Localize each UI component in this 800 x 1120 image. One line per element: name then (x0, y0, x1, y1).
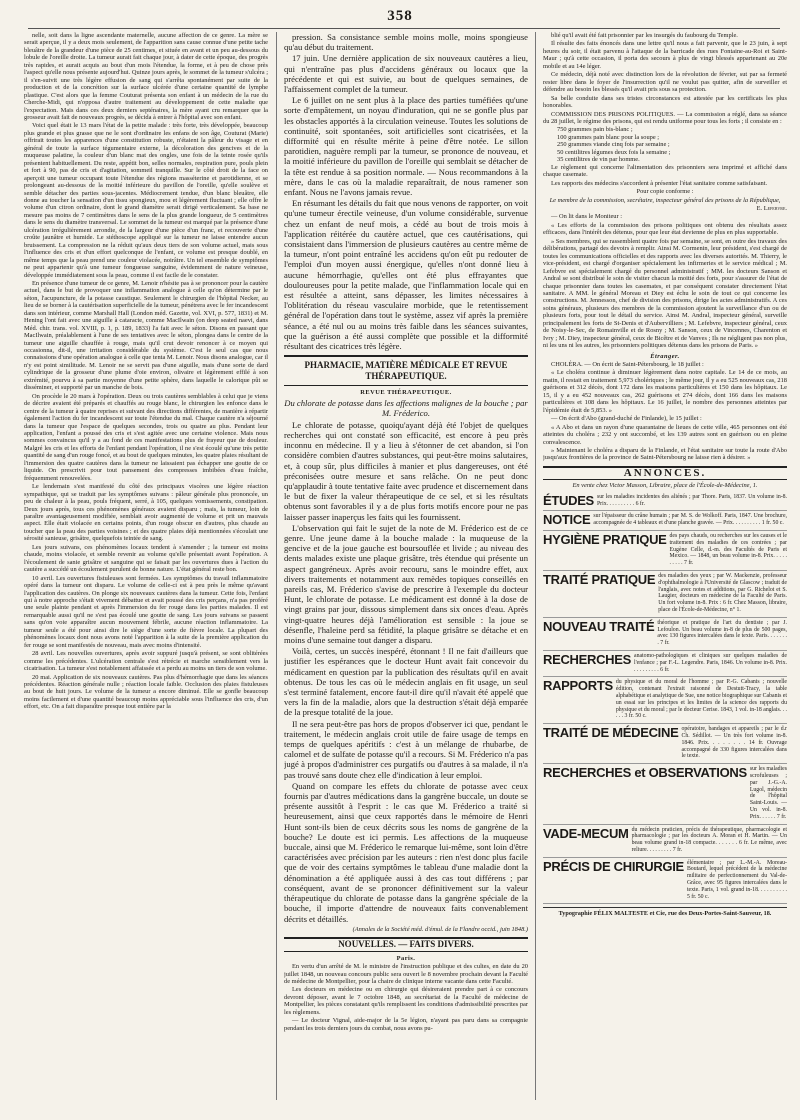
ad-headword: ÉTUDES (543, 492, 594, 508)
ad-headword: TRAITÉ PRATIQUE (543, 572, 656, 587)
ad-headword: RAPPORTS (543, 678, 613, 694)
ad-headword: TRAITÉ DE MÉDECINE (543, 725, 679, 741)
paragraph: Le lendemain s'est manifesté du côté des principaux viscères une légère réaction sympathique, qui se traduit par les symptômes suivans : pâleur générale plus prononcée, un peu de chaleur à la peau, pouls fréquent, serré, à 105, quelques vomissements, constipation. Deux jours après, tous ces phénomènes généraux avaient disparu ; mais, la tumeur, loin de paraître avantageusement modifiée, semblait avoir augmenté de volume et prit un mauvais aspect. Elle était violacée en certains points, d'un rouge obscur en d'autres, plus chaude au toucher que la peau des parties voisines ; et des quatre plaies déjà mentionnées s'écoulait une sérosité sanieuse, grisâtre, quelquefois teintée de sang. (24, 483, 268, 543)
paragraph: Voilà, certes, un succès inespéré, étonnant ! Il ne fait d'ailleurs que justifier les espérances que le docteur Hunt avait fait concevoir du médicament en question par la publication des résultats qu'il en avait obtenus. De tous les cas où le médecin anglais en fit usage, un seul s'est terminé fatalement, encore faut-il dire qu'il n'avait été appelé que vers la fin de la maladie, alors que la destruction s'était déjà emparée de la presque totalité de la joue. (284, 646, 528, 718)
paragraph: Voici quel était le 13 mars l'état de la petite malade : très forte, très développée, beaucoup plus grande et plus grasse que ne le sont d'ordinaire les enfans de son âge, Couturat (Marie) offrirait toutes les apparences d'une constitution robuste, n'étaient la pâleur du visage et en général de toute la surface tégumentaire externe, la décoloration des gencives et de la muqueuse palatine, la couleur d'un blanc mat des ongles, une fois de la teinte rosée qu'ils présentent habituellement. Du reste, appétit bon, selles normales, respiration pure, pouls plein et fort à 90, pas de cris et d'agitation, sommeil tranquille. Sur le côté droit de la face on aperçoit une tumeur occupant toute l'étendue des régions masséterine et parotidienne, et se prolongeant au-dessous de la moitié inférieure du pavillon de l'oreille, qu'elle soulève et semble détacher des parties sous-jacentes. Médiocrement tendue, d'un blanc bleuâtre, elle donne au toucher la sensation d'un tissu spongieux, mou et légèrement fluctuant ; elle offre le volume d'un citron ordinaire, dont le grand diamètre serait dirigé verticalement. Sa base ne mesure pas moins de 7 centimètres dans le sens de la plus grande longueur, de 5 centimètres dans le sens du diamètre transversal. Le sommet de la tumeur est marqué par la présence d'une ulcération irrégulièrement arrondie, de la largeur d'une pièce d'un franc, et recouverte d'une croûte jaunâtre et humide. Le stéthoscope appliqué sur la tumeur ne laisse entendre aucun bruissement. La compression ne la réduit qu'aux deux tiers de son volume actuel, mais sous l'influence des cris et d'un effort quelconque de l'enfant, ce volume est presque doublé, en même temps que la peau prend une couleur violacée, noirâtre. Un tel ensemble de symptômes ne peut appartenir qu'à une tumeur fongueuse sanguine, évidemment de nature veineuse, développée immédiatement sous la peau, comme il est facile de le constater. (24, 122, 268, 279)
paragraph: nelle, soit dans la ligne ascendante maternelle, aucune affection de ce genre. La mère se serait aperçue, il y a deux mois seulement, de l'apparition sans cause connue d'une petite tache bleuâtre de la grandeur d'une pièce de 25 centimes, et située en avant et un peu au-dessous du lobule de l'oreille droite. La tumeur aurait fait chaque jour, à dater de cette époque, des progrès très rapides, et aurait acquis au bout d'un mois l'étendue, la forme, et à peu de chose près l'aspect qu'elle nous présente aujourd'hui. Quinze jours après, le sommet de la tumeur s'ulcéra ; il s'en-suivit une très légère effusion de sang qui s'arrêta spontanément par suite de la production et de la concrétion sur la surface ulcérée d'une certaine quantité de lymphe plastique. C'est alors que la femme Couturat présenta son enfant à un médecin de la rue du Cherche-Midi, qui n'opposa d'autre traitement au développement de cette maladie que l'expectation. Mais dans ces deux derniers septénaires, la mère ayant cru remarquer que la grosseur avait fait de nouveaux progrès, se décida à entrer à l'hôpital avec son enfant. (24, 32, 268, 121)
paragraph: « A Abo et dans un rayon d'une quarantaine de lieues de cette ville, 465 personnes ont été atteintes du choléra ; 232 y ont succombé, et les 139 autres sont en guérison ou en pleine convalescence. (543, 423, 787, 446)
paragraph: On procède le 20 mars à l'opération. Deux ou trois cautères semblables à celui que je viens de décrire avaient été préparés et chauffés au rouge blanc, le chirurgien les enfonce dans le centre de la tumeur à quatre reprises et suivant des directions différentes, de manière à répartir également l'action du fer incandescent sur toute l'étendue du mal. Chaque cautère n'a séjourné dans la tumeur que l'espace de quelques secondes, trois ou quatre au plus. Pendant leur application, l'enfant a poussé des cris et s'est agitée avec une certaine violence. Mais nous sommes convaincus qu'il y a au fond de ces manifestations plus de frayeur que de douleur. Malgré les cris et les efforts de l'enfant pendant l'opération, il ne s'est écoulé qu'une très petite quantité de sang d'un rouge foncé, et au bout de quelques minutes, les quatre plaies résultant de l'immersion des quatre cautères dans la tumeur ne laissaient pas échapper une goutte de ce liquide. On prescrivit pour tout pansement des compresses imbibées d'eau fraîche, fréquemment renouvelées. (24, 392, 268, 482)
moniteur-label: — On lit dans le Moniteur : (551, 213, 622, 221)
cholera-first: — On écrit de Saint-Pétersbourg, le 18 juillet : (584, 361, 704, 369)
regime-item: 750 grammes pain bis-blanc ; (557, 126, 633, 134)
ad-description: sur les maladies scrofuleuses ; par J.-G.-A. Lugol, médecin de l'hôpital Saint-Louis. — Un vol. in-8. Prix. . . . . . 7 fr. (749, 766, 787, 820)
ad-headword: NOTICE (543, 512, 591, 528)
ad-headword: RECHERCHES et OBSERVATIONS (543, 765, 747, 781)
ad-item (543, 531, 787, 571)
subsection-title: REVUE THÉRAPEUTIQUE. (360, 389, 452, 397)
ad-description: sur les maladies incidentes des aliénés ; par Thore. Paris, 1837. Un volume in-8. Prix. . . . . . . . . . 6 fr. (596, 493, 787, 507)
news-place: Paris. (396, 954, 416, 962)
page-number: 358 (387, 8, 413, 24)
ad-description: des maladies des yeux ; par W. Mackenzie, professeur d'ophthalmologie à l'Université de Glascow ; traduit de l'anglais, avec notes et additions, par G. Richelot et S. Laugier, docteurs en médecine de la Faculté de Paris. Un fort volume in-8. Prix : 6 fr. Chez Masson, libraire, place de l'École-de-Médecine, n° 1. (658, 573, 787, 613)
commission-lead: COMMISSION DES PRISONS POLITIQUES. (551, 110, 675, 118)
paragraph: Les docteurs en médecine ou en chirurgie qui désireraient prendre part à ce concours devront déposer, avant le 7 octobre 1848, au secrétariat de la Faculté de médecine de Montpellier, les pièces constatant qu'ils remplissent les conditions d'admissibilité prescrites par les règlemens. (284, 986, 528, 1016)
cholera-paragraph (543, 361, 787, 368)
annonces-subtitle: En vente chez Victor Masson, Libraire, place de l'École-de-Médecine, 1. (572, 482, 758, 490)
section-title: PHARMACIE, MATIÈRE MÉDICALE ET REVUE THÉRAPEUTIQUE. (284, 355, 528, 386)
column-3 (543, 32, 787, 1100)
copy-signature: Le membre de la commission, secrétaire, inspecteur général des prisons de la République, (549, 196, 781, 204)
paragraph: — On écrit d'Abo (grand-duché de Finlande), le 15 juillet : (551, 415, 702, 423)
ad-headword: PRÉCIS DE CHIRURGIE (543, 858, 684, 874)
ad-item (543, 858, 787, 905)
paragraph: Ce médecin, déjà noté avec distinction lors de la révolution de février, sut par sa fermeté rester libre dans le foyer de l'insurrection qu'il ne voulut pas quitter, afin de surveiller et défendre au besoin les blessés qu'il avait pris sous sa protection. (543, 71, 787, 94)
paragraph: 10 avril. Les ouvertures fistuleuses sont fermées. Les symptômes du travail inflammatoire opéré dans la tumeur ont disparu. Le volume de celle-ci est à peu près le même qu'avant l'application des cautères. On plonge six nouveaux cautères dans la tumeur. Cette fois, l'enfant qui à notre approche s'était vivement débattue et avait poussé des cris perçans, n'a pas proféré une seule plainte pendant et après l'immersion du fer rouge dans les parties malades. Il est remarquable aussi qu'il ne s'est pas écoulé une goutte de sang. Les jours suivans se passent sans qu'on voie apparaître aucun mouvement fébrile, aucune réaction inflammatoire. La tumeur seule a été pour ainsi dire le siège d'une sorte de fièvre locale. La plupart des phénomènes locaux dont nous avons noté l'apparition à la suite de la première application du fer rouge se sont manifestés de nouveau, mais avec moins d'intensité. (24, 574, 268, 649)
ad-description: des pays chauds, ou recherches sur les causes et le traitement des maladies de ces contrées ; par Eugène Celle, d.-m. des Facultés de Paris et Mexico. — 1848, un beau volume in-8. Prix. . . . . . . . . . 7 fr. (669, 533, 787, 567)
ad-description: sur l'épaisseur du crâne humain ; par M. S. de Wolkoff. Paris, 1847. Une brochure, accompagnée de 4 tableaux et d'une planche gravée. — Prix. . . . . . . . . . 1 fr. 50 c. (593, 513, 787, 527)
regime-item: 50 centilitres légumes deux fois la semaine ; (557, 148, 671, 156)
regime-list (543, 126, 787, 163)
regime-item: 35 centilitres de vin par homme. (557, 156, 640, 164)
foreign-heading: Étranger. (650, 352, 680, 360)
paragraph: » Maintenant le choléra a disparu de la Finlande, et l'état sanitaire sur toute la route d'Abo jusqu'aux frontières de la province de Saint-Pétersbourg ne laisse rien à désirer. » (543, 447, 787, 462)
paragraph: « Le choléra continue à diminuer légèrement dans notre capitale. Le 14 de ce mois, au matin, il restait en traitement 5,973 cholériques ; le même jour, il y a eu 525 nouveaux cas, 218 guérisons et 312 décès, dont 172 dans les maisons particulières et 150 dans les hôpitaux. Le 15, il y a eu 452 nouveaux cas, 262 guérisons et 274 décès, dont 166 dans les maisons particulières et 108 dans les hôpitaux. Le 16 juillet, le nombre des personnes atteintes par l'épidémie était de 5,853. » (543, 369, 787, 414)
paragraph: 17 juin. Une dernière application de six nouveaux cautères a lieu, qui n'entraîne pas plus d'accidens généraux ou locaux que la précédente et qui est suivie, au bout de quelques semaines, de l'affaissement complet de la tumeur. (284, 53, 528, 95)
column-1 (24, 32, 268, 1100)
ad-item (543, 677, 787, 724)
cholera-lead: CHOLÉRA. (551, 361, 583, 369)
copy-label: Pour copie conforme : (636, 188, 694, 196)
article-body (284, 420, 528, 924)
commission-paragraph (543, 111, 787, 126)
ad-description: théorique et pratique de l'art du dentiste ; par J. Lefoulon. Un beau volume in-8 de plus de 500 pages, avec 130 figures intercalées dans le texte. Paris. . . . . . . . 7 fr. (657, 619, 787, 647)
cholera-body (543, 369, 787, 461)
moniteur-body (543, 222, 787, 350)
ad-description: anatomo-pathologiques et cliniques sur quelques maladies de l'enfance ; par F.-L. Legendre. Paris, 1846. Un volume in-8. Prix. . . . . . . . . . 6 fr. (634, 652, 787, 673)
paragraph: Il résulte des faits énoncés dans une lettre qu'il nous a fait parvenir, que le 23 juin, à sept heures du soir, il était parvenu à l'attaque de la barricade des rues Fontaine-au-Roi et Saint-Maur ; qu'à cette occasion, il porta des secours à plus de vingt blessés appartenant au 20e mobile et au 14e léger. (543, 40, 787, 70)
ad-item (543, 724, 787, 764)
ad-item (543, 825, 787, 858)
ad-item (543, 571, 787, 618)
paragraph: Le règlement qui concerne l'alimentation des prisonniers sera imprimé et affiché dans chaque casemate. (543, 163, 787, 179)
paragraph: blié qu'il avait été fait prisonnier par les insurgés du faubourg du Temple. (551, 32, 738, 39)
news-body (284, 963, 528, 1032)
ad-headword: NOUVEAU TRAITÉ (543, 618, 655, 634)
commission-text: — La commission a réglé, dans sa séance du 28 juillet, le régime des prisons, qui est rendu uniforme pour tous les forts ; il consiste en : (543, 110, 787, 125)
regime-item: 250 grammes viande cinq fois par semaine ; (557, 141, 670, 149)
news-title: NOUVELLES. — FAITS DIVERS. (284, 937, 528, 951)
ad-headword: RECHERCHES (543, 651, 632, 667)
ad-item (543, 764, 787, 824)
paragraph: L'observation qui fait le sujet de la note de M. Fréderico est de ce genre. Une jeune dame à la bouche malade : la muqueuse de la gencive et de la joue gauche est boursouflée et livide ; au niveau des dents malades existe une plaque grisâtre, très étendue qui présente un aspect gangréneux. Après avoir recouru, sans le moindre effet, aux divers traitements et notamment aux remèdes topiques conseillés en pareils cas, M. Fréderico s'avise de prescrire à l'exemple du docteur Hunt, le chlorate de potasse. Le médicament est donné à la dose de vingt grains par jour, dissous simplement dans six onces d'eau. Après vingt-quatre heures déjà l'amélioration est sensible : la joue se désenfle, l'haleine perd sa fétidité, la plaque grisâtre se détache et en moins d'une semaine tout danger a disparu. (284, 522, 528, 646)
article-source: (Annales de la Société méd. d'émul. de la Flandre occid., juin 1848.) (352, 925, 528, 933)
paragraph: — Le docteur Vignal, aide-major de la 5e légion, n'ayant pas paru dans sa compagnie pendant les trois derniers jours du combat, nous avons pu- (284, 1017, 528, 1032)
column-divider (276, 32, 277, 1100)
article-title: Du chlorate de potasse dans les affections malignes de la bouche ; par M. Fréderico. (284, 397, 528, 418)
regime-after (543, 164, 787, 187)
paragraph: 28 avril. Les nouvelles ouvertures, après avoir suppuré jusqu'à présent, se sont oblitérées comme les précédentes. L'ulcération centrale s'est rétrécie et marche sensiblement vers la cicatrisation. La tumeur s'est notablement affaissée et a perdu au moins un tiers de son volume. (24, 650, 268, 673)
ad-headword: HYGIÈNE PRATIQUE (543, 532, 667, 548)
vignal-story (543, 32, 787, 110)
paragraph: 20 mai. Application de six nouveaux cautères. Pas plus d'hémorrhagie que dans les séances précédentes. Réaction générale nulle ; réaction locale faible. Occlusion des plaies fistuleuses au bout de huit jours. Le volume de la tumeur a encore diminué. Elle se gonfle beaucoup moins facilement et d'une quantité beaucoup moins appréciable sous l'influence des cris, d'un effort, etc. On a fait disparaître presque tout entière par la (24, 673, 268, 711)
paragraph: En résumant les détails du fait que nous venons de rapporter, on voit qu'une tumeur érectile veineuse, d'un volume considérable, survenue chez un enfant de neuf mois, a cédé au bout de trois mois à l'application réitérée du cautère actuel, que ces cautérisations, qui consistaient dans l'immersion de plusieurs cautères au centre même de la tumeur, n'ont point entraîné les accidens qu'on eût pu redouter de l'emploi d'un moyen aussi énergique, qu'elles n'ont donné lieu à aucune hémorrhagie, qu'elles ont été plus effrayantes que douloureuses pour la petite malade, que l'inflammation locale qui en est résultée a atteint, sans dépasser, les limites nécessaires à l'oblitération du réseau vasculaire morbide, que le retentissement général de l'opération dans tout le système, assez vif après la première séance, a été nul ou au moins très faible dans les séances suivantes, que la guérison a été aussi complète que possible et la difformité résultant des cicatrices très légère. (284, 198, 528, 352)
paragraph: Quand on compare les effets du chlorate de potasse avec ceux fournis par d'autres médications dans la gangrène buccale, un doute se présente aussitôt à l'esprit : le cas que M. Fréderico a traité si heureusement, ainsi que ceux rapportés dans le mémoire de Henri Hunt sont-ils bien de ceux décrits sous les noms de gangrène de la bouche? Le doute est ici permis. Les affections de la muqueuse buccale, ainsi que M. Fréderico le remarque lui-même, sont loin d'être caractérisées avec précision par les auteurs : rien n'est donc plus facile que de voir des certains symptômes le tableau d'une maladie dont la dénomination a été appliquée aussi à des cas tout différens ; par conséquent, avant de se prononcer définitivement sur la valeur thérapeutique du chlorate de potasse dans la gangrène spéciale de la bouche, il importe d'attendre de nouveaux faits convenablement décrits et détaillés. (284, 780, 528, 924)
ad-description: opératoire, bandages et appareils ; par le d.r Ch. Sédillot. — Un très fort volume in-8. 1846. Prix. . . . . . . . 14 fr. Ouvrage accompagné de 330 figures intercalées dans le texte. (681, 726, 787, 760)
paragraph: En vertu d'un arrêté de M. le ministre de l'instruction publique et des cultes, en date du 20 juillet 1848, un nouveau concours public sera ouvert le 8 novembre prochain devant la Faculté de médecine de Montpellier, pour la chaire de clinique interne vacante dans cette Faculté. (284, 963, 528, 985)
ad-item (543, 651, 787, 677)
ad-item (543, 492, 787, 512)
paragraph: Le chlorate de potasse, quoiqu'ayant déjà été l'objet de quelques recherches qui ont constaté son efficacité, est encore à peu près inconnu en médecine. Il y a lieu à s'étonner de cet abandon, si l'on considère combien d'autres substances, qui peut-être moins salutaires, et, à coup sûr, plus difficiles à manier et plus dangereuses, ont été préconisées outre mesure et sans relâche. On ne peut donc qu'applaudir à toute tentative faite avec prudence et discernement dans le but de fixer la valeur thérapeutique de ce sel, et si les résultats obtenus sont favorables il y a de plus forts motifs encore pour ne pas laisser passer inaperçus les faits qui les fournissent. (284, 419, 528, 522)
top-rule (28, 28, 780, 29)
column-divider (535, 32, 536, 1100)
printer-footer: Typographie FÉLIX MALTESTE et Cie, rue des Deux-Portes-Saint-Sauveur, 18. (543, 907, 787, 917)
paragraph: » Ses membres, qui se rassemblent quatre fois par semaine, se sont, en outre des travaux des délibérations, partagé des devoirs à remplir. Ainsi M. Cormenin, leur président, s'est chargé de toutes les communications officielles et des rapports avec les diverses autorités. M. Thierry, le vice-président, est chargé d'organiser spécialement les infirmeries et le service médical ; M. Lefebvre est spécialement chargé du personnel administratif ; MM. les docteurs Sanson et Andral se sont distribué le soin de visiter chacun la moitié des forts, pour s'assurer de l'état de chaque prisonnier dans toutes les casemates, et par conséquent constater directement l'état sanitaire. A MM. le général Moreau et Diey est échu le soin de tout ce qui concerne les constructions. M. Jennesson, chef de division des prisons, dirige les actes administratifs. A ces soins généraux, plusieurs des membres de la commission ajoutent la surveillance d'un ou de plusieurs forts, pour tout le détail du service. Ainsi M. Andral, inspecteur général, surveille principalement les forts de St-Denis et d'Aubervilliers ; M. Lefebvre, inspecteur général, ceux de Noisy-le-Sec, de Romainville et de Rosny ; M. Sanson, ceux de Vincennes, Charenton et Ivry ; M. Diey, inspecteur général, ceux de Bicêtre et de Vanves ; Ils ne négligent pas non plus, ni les uns ni les autres, les prisonniers politiques détenus dans les prisons de Paris. » (543, 237, 787, 350)
ad-headword: VADE-MECUM (543, 825, 629, 841)
paragraph: Le 6 juillet on ne sent plus à la place des parties tuméfiées qu'une sorte d'empâtement, un noyau d'induration, qui ne se gonfle plus par les obstacles apportés à la circulation veineuse. Toutes les solutions de continuité, soit spontanées, soit artificielles sont cicatrisées, et la difformité qui en résulte mérite à peine d'être notée. Le sillon parotidien, naguère rempli par la tumeur, se prononce de nouveau, et la moitié inférieure du pavillon de l'oreille qui semblait se détacher de la tête est rendue à sa position normale. — Nous recommandons à la mère, dans le cas où la maladie reparaîtrait, de nous ramener son enfant. Nous ne l'avons jamais revue. (284, 95, 528, 198)
ad-description: élémentaire ; par L.-M.-A. Moreau-Boutard, lequel précédent de la médecine militaire de perfectionnement du Val-de-Grâce, avec 95 figures intercalées dans le texte. Paris, 1 vol. grand in-18. . . . . . . . . . 5 fr. 50 c. (686, 859, 787, 900)
paragraph: pression. Sa consistance semble moins molle, moins spongieuse qu'au début du traitement. (284, 32, 528, 53)
regime-item: 100 grammes pain blanc pour la soupe ; (557, 133, 660, 141)
ads-list (543, 492, 787, 905)
case-continuation (284, 32, 528, 351)
ad-item (543, 618, 787, 651)
paragraph: En présence d'une tumeur de ce genre, M. Lenoir n'hésite pas à se prononcer pour la cautère actuel, dans le but de provoquer une inflammation analogue à celle qu'on détermine par le séton, l'acupuncture, de la potasse caustique. Seulement le chirurgien de l'hôpital Necker, au lieu de se borner à la cautérisation superficielle de la tumeur, pénétrera avec le fer incandescent dans son intérieur, comme Marshall Hall (London méd. Gazette, vol. XVI, p. 577, 1831) et M. Hening l'ont fait avec une aiguille à cataracte, comme MacIlwain (on deep seated naevi, dans Méd. chir. trans. vol. XVIII, p. 1, p. 189, 1833) l'a fait avec le séton. Disons en passant que MacIlwain, préalablement à l'une de ses tentatives avec le séton, plongea dans le centre de la tumeur une aiguille chauffée à rouge, mais qu'il crut devoir renoncer à ce moyen qui occasionna, dit-il, une irritation considérable du système. C'est le seul cas que nous connaissions d'une opération analogue à celle que tenta M. Lenoir. Nous disons analogue, car il n'y est point similitude. M. Lenoir ne se servit pas d'une aiguille, mais d'une sorte de dard cylindrique de la grosseur d'une plume d'oie environ, olivaire et légèrement effilé à son extrémité, pourvu à sa partie moyenne d'une petite sphère, dans laquelle le calorique pût se disséminer, et supporté par un manche de bois. (24, 279, 268, 392)
ad-description: du physique et du moral de l'homme ; par P.-G. Cabanis ; nouvelle édition, contenant l'extrait raisonné de Destutt-Tracy, la table alphabétique et analytique de Sue, une notice biographique sur Cabanis et un essai sur les principes et les limites de la science des rapports du physique et du moral ; par le docteur Cerise. 1843, 1 vol. in-18 anglais. . . . . . 3 fr. 50 c. (615, 679, 787, 720)
paragraph: Les jours suivans, ces phénomènes locaux tendent à s'amender ; la tumeur est moins chaude, moins violacée, et semble revenir au volume qu'elle présentait avant l'opération. A l'écoulement de sanie grisâtre et sanguine qui se faisait par les ouvertures dues à l'action du cautère a succédé un écoulement purulent de bonne nature. L'état général reste bon. (24, 543, 268, 574)
column-2 (284, 32, 528, 1100)
ad-description: du médecin praticien, précis de thérapeutique, pharmacologie et pharmacologie ; par les docteurs A. Moran et H. Martin. — Un beau volume grand in-18 compacte. . . . . . . 6 fr. Le même, avec reliure. . . . . . . . . 7 fr. (631, 826, 787, 853)
paragraph: « Les efforts de la commission des prisons politiques ont obtenu des résultats assez efficaces, dans l'intérêt des détenus, pour que leur état devienne de plus en plus supportable. (543, 221, 787, 237)
paragraph: Sa belle conduite dans ses tristes circonstances est attestée par les certificats les plus honorables. (543, 94, 787, 110)
paragraph: Il ne sera peut-être pas hors de propos d'observer ici que, pendant le traitement, le médecin anglais croit utile de faire usage de temps en temps de quelques apéritifs : c'est à un mélange de rhubarbe, de calomel et de sulfate de potasse qu'il a recours. Si M. Fréderico n'a pas jugé à propos d'administrer ces purgatifs ou d'autres à sa malade, il n'a pas trouvé sans doute chez elle d'indication à leur emploi. (284, 718, 528, 780)
annonces-title: ANNONCES. (543, 466, 787, 480)
copy-name: E. Lefebvre. (756, 204, 787, 212)
paragraph: Les rapports des médecins s'accordent à présenter l'état sanitaire comme satisfaisant. (551, 179, 768, 187)
ad-item (543, 511, 787, 531)
